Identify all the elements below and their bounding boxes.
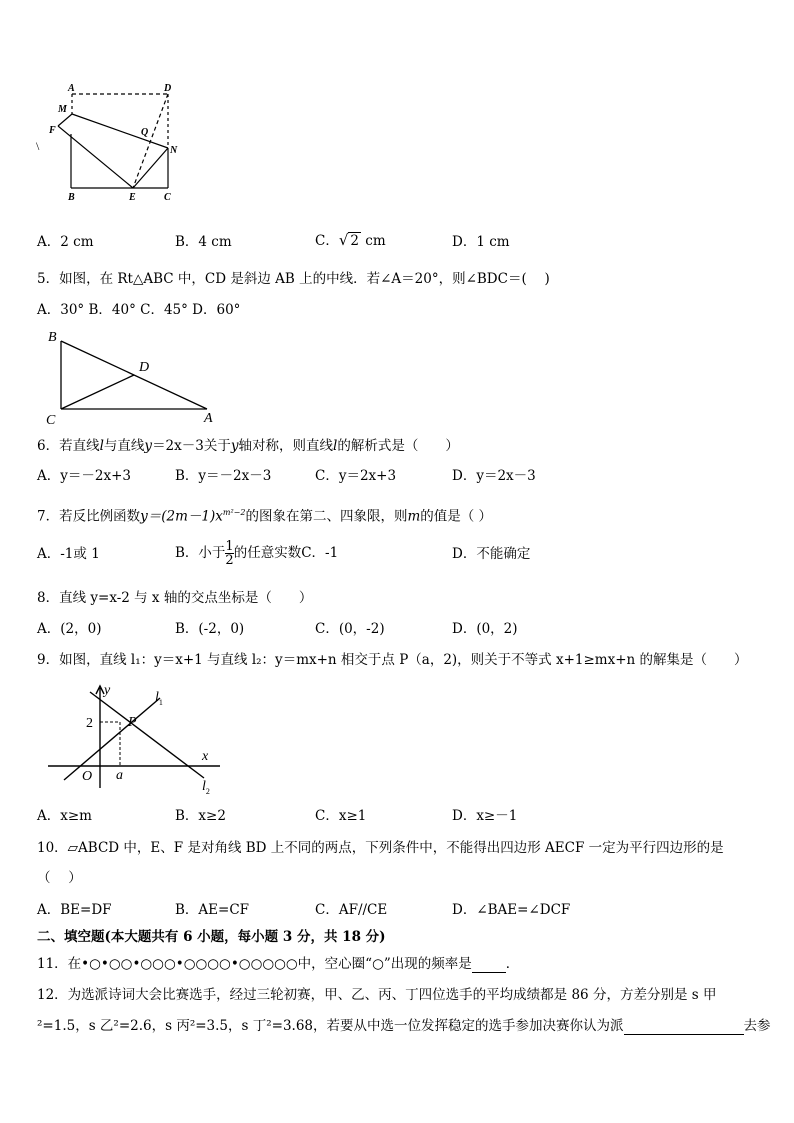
seg-CD xyxy=(61,375,134,409)
seg-DE xyxy=(133,94,168,188)
label-P: P xyxy=(128,715,137,730)
q10-option-d: D．∠BAE=∠DCF xyxy=(452,902,571,918)
q8-option-a: A．(2，0) xyxy=(37,621,102,637)
label-A: A xyxy=(204,411,213,426)
line-l1 xyxy=(64,698,160,780)
label-a: a xyxy=(116,768,123,783)
fraction-one-half: $\frac{1}{2}$ xyxy=(225,539,234,568)
q4-option-a: A．2 cm xyxy=(37,234,94,250)
q10-stem-line1: 10．▱ABCD 中，E、F 是对角线 BD 上不同的两点，下列条件中，不能得出四边形 AECF 一定为平行四边形的是 xyxy=(37,840,724,856)
figure-q4 xyxy=(34,78,194,204)
q10-option-c: C．AF//CE xyxy=(315,902,388,918)
q12-line2: ²=1.5，s 乙²=2.6，s 丙²=3.5，s 丁²=3.68，若要从中选一位发挥稳定的选手参加决赛你认为派 去参 xyxy=(37,1018,771,1034)
q9-option-a: A．x≥m xyxy=(37,808,92,824)
q9-option-b: B．x≥2 xyxy=(175,808,226,824)
q7-formula: y＝(2m－1)x xyxy=(140,508,223,525)
label-F: F xyxy=(49,125,56,136)
figure-q9 xyxy=(42,680,232,798)
label-E: E xyxy=(129,192,136,203)
seg-FE xyxy=(58,126,133,188)
q4-option-c: C．√ 2 cm xyxy=(315,231,386,249)
q7-stem: 7．若反比例函数$y=(2m-1)x^{m^2-2}$的图象在第二、四象限，则m的值是（ ） xyxy=(37,508,493,525)
q8-option-d: D．(0，2) xyxy=(452,621,518,637)
label-Q: Q xyxy=(141,127,149,138)
q7-option-a: A．-1或 1 xyxy=(37,546,100,562)
seg-EN xyxy=(133,148,168,188)
figure-q5 xyxy=(44,327,224,427)
q10-option-b: B．AE=CF xyxy=(175,902,250,918)
q6-option-d: D．y＝2x－3 xyxy=(452,468,536,484)
label-A: A xyxy=(68,83,75,94)
line-l2 xyxy=(90,692,204,778)
label-l2: $l_2$ xyxy=(202,779,210,796)
q4-option-d: D．1 cm xyxy=(452,234,510,250)
label-l1: $l_1$ xyxy=(155,690,163,707)
q8-option-c: C．(0，-2) xyxy=(315,621,385,637)
label-C: C xyxy=(164,192,171,203)
label-x: x xyxy=(202,749,209,764)
label-O: O xyxy=(82,769,93,784)
q6-option-b: B．y＝－2x－3 xyxy=(175,468,272,484)
q5-options: A．30° B．40° C．45° D．60° xyxy=(37,302,241,318)
stray-mark: \ xyxy=(36,139,40,153)
answer-blank[interactable] xyxy=(624,1020,744,1035)
q7-option-b: B．小于 $\frac{1}{2}$ 的任意实数C．-1 xyxy=(175,539,339,568)
label-D: D xyxy=(139,360,150,375)
q9-option-d: D．x≥－1 xyxy=(452,808,518,824)
label-M: M xyxy=(58,104,67,115)
q10-option-a: A．BE=DF xyxy=(37,902,112,918)
label-y: y xyxy=(104,683,111,698)
q9-option-c: C．x≥1 xyxy=(315,808,367,824)
q7-option-d: D．不能确定 xyxy=(452,546,531,562)
sqrt-radicand: 2 xyxy=(350,233,359,249)
label-N: N xyxy=(170,145,178,156)
q10-stem-line2: （ ） xyxy=(37,870,82,886)
label-2: 2 xyxy=(86,716,93,731)
q6-stem: 6．若直线l与直线y＝2x－3关于y轴对称，则直线l的解析式是（ ） xyxy=(37,438,459,454)
q5-stem: 5．如图，在 Rt△ABC 中，CD 是斜边 AB 上的中线．若∠A＝20°，则∠BDC＝( ) xyxy=(37,271,550,287)
sqrt-sign: √ xyxy=(338,231,349,249)
q6-option-c: C．y＝2x+3 xyxy=(315,468,397,484)
q8-stem: 8．直线 y=x-2 与 x 轴的交点坐标是（ ） xyxy=(37,590,313,606)
answer-blank[interactable] xyxy=(472,958,506,973)
label-D: D xyxy=(164,83,172,94)
q9-stem: 9．如图，直线 l₁：y＝x+1 与直线 l₂：y＝mx+n 相交于点 P（a，2)，则关于不等式 x+1≥mx+n 的解集是（ ） xyxy=(37,652,748,668)
q4-option-b: B．4 cm xyxy=(175,234,232,250)
q11-stem: 11．在•○•○○•○○○•○○○○•○○○○○中，空心圈“○”出现的频率是 ． xyxy=(37,956,520,972)
label-B: B xyxy=(48,330,57,345)
q12-line1: 12．为选派诗词大会比赛选手，经过三轮初赛，甲、乙、丙、丁四位选手的平均成绩都是 86 分，方差分别是 s 甲 xyxy=(37,987,717,1003)
seg-MN xyxy=(72,114,168,148)
seg-MF xyxy=(58,114,72,126)
q8-option-b: B．(-2，0) xyxy=(175,621,245,637)
q6-option-a: A．y＝－2x+3 xyxy=(37,468,131,484)
label-C: C xyxy=(46,413,56,427)
section-heading: 二、填空题(本大题共有 6 小题，每小题 3 分，共 18 分) xyxy=(37,929,386,945)
q7-exponent: m²−2 xyxy=(222,508,246,517)
label-B: B xyxy=(68,192,75,203)
